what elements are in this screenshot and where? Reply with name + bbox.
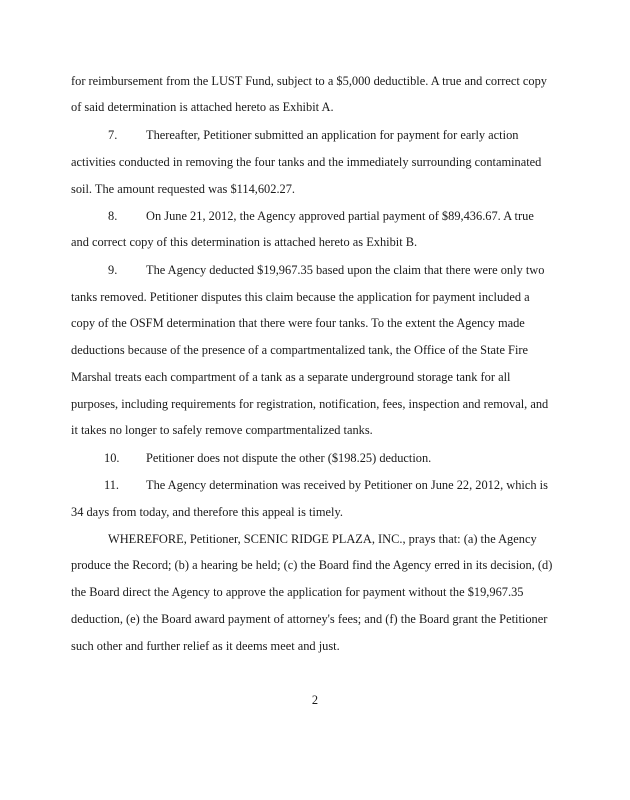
text-line: of said determination is attached hereto as Exhibit A. <box>71 100 334 114</box>
text-line: such other and further relief as it deems meet and just. <box>71 639 340 653</box>
paragraph-number: 11. <box>104 478 120 492</box>
text-line: Petitioner does not dispute the other ($198.25) deduction. <box>146 451 432 465</box>
text-line: deduction, (e) the Board award payment of attorney's fees; and (f) the Board grant the Petitioner <box>71 612 548 626</box>
text-line: The Agency determination was received by Petitioner on June 22, 2012, which is <box>146 478 548 492</box>
paragraph-number: 10. <box>104 451 120 465</box>
page-number: 2 <box>311 693 319 707</box>
text-line: it takes no longer to safely remove compartmentalized tanks. <box>71 423 373 437</box>
text-line: for reimbursement from the LUST Fund, subject to a $5,000 deductible. A true and correct copy <box>71 74 548 88</box>
paragraph-number: 7. <box>108 128 118 142</box>
text-line: copy of the OSFM determination that there were four tanks. To the extent the Agency made <box>71 316 525 330</box>
text-line: purposes, including requirements for registration, notification, fees, inspection and removal, and <box>71 397 549 411</box>
text-line: WHEREFORE, Petitioner, SCENIC RIDGE PLAZA, INC., prays that: (a) the Agency <box>108 532 537 546</box>
text-line: deductions because of the presence of a compartmentalized tank, the Office of the State Fire <box>71 343 529 357</box>
text-line: 34 days from today, and therefore this appeal is timely. <box>71 505 343 519</box>
text-line: activities conducted in removing the four tanks and the immediately surrounding contaminated <box>71 155 542 169</box>
paragraph-number: 8. <box>108 209 118 223</box>
paragraph-number: 9. <box>108 263 118 277</box>
text-line: produce the Record; (b) a hearing be held; (c) the Board find the Agency erred in its decision, (d) <box>71 558 553 572</box>
text-line: On June 21, 2012, the Agency approved partial payment of $89,436.67. A true <box>146 209 534 223</box>
text-line: Marshal treats each compartment of a tank as a separate underground storage tank for all <box>71 370 511 384</box>
text-line: Thereafter, Petitioner submitted an application for payment for early action <box>146 128 519 142</box>
text-line: and correct copy of this determination is attached hereto as Exhibit B. <box>71 235 418 249</box>
text-line: The Agency deducted $19,967.35 based upon the claim that there were only two <box>146 263 545 277</box>
text-line: soil. The amount requested was $114,602.27. <box>71 182 296 196</box>
text-line: tanks removed. Petitioner disputes this claim because the application for payment included a <box>71 290 530 304</box>
text-line: the Board direct the Agency to approve the application for payment without the $19,967.35 <box>71 585 524 599</box>
